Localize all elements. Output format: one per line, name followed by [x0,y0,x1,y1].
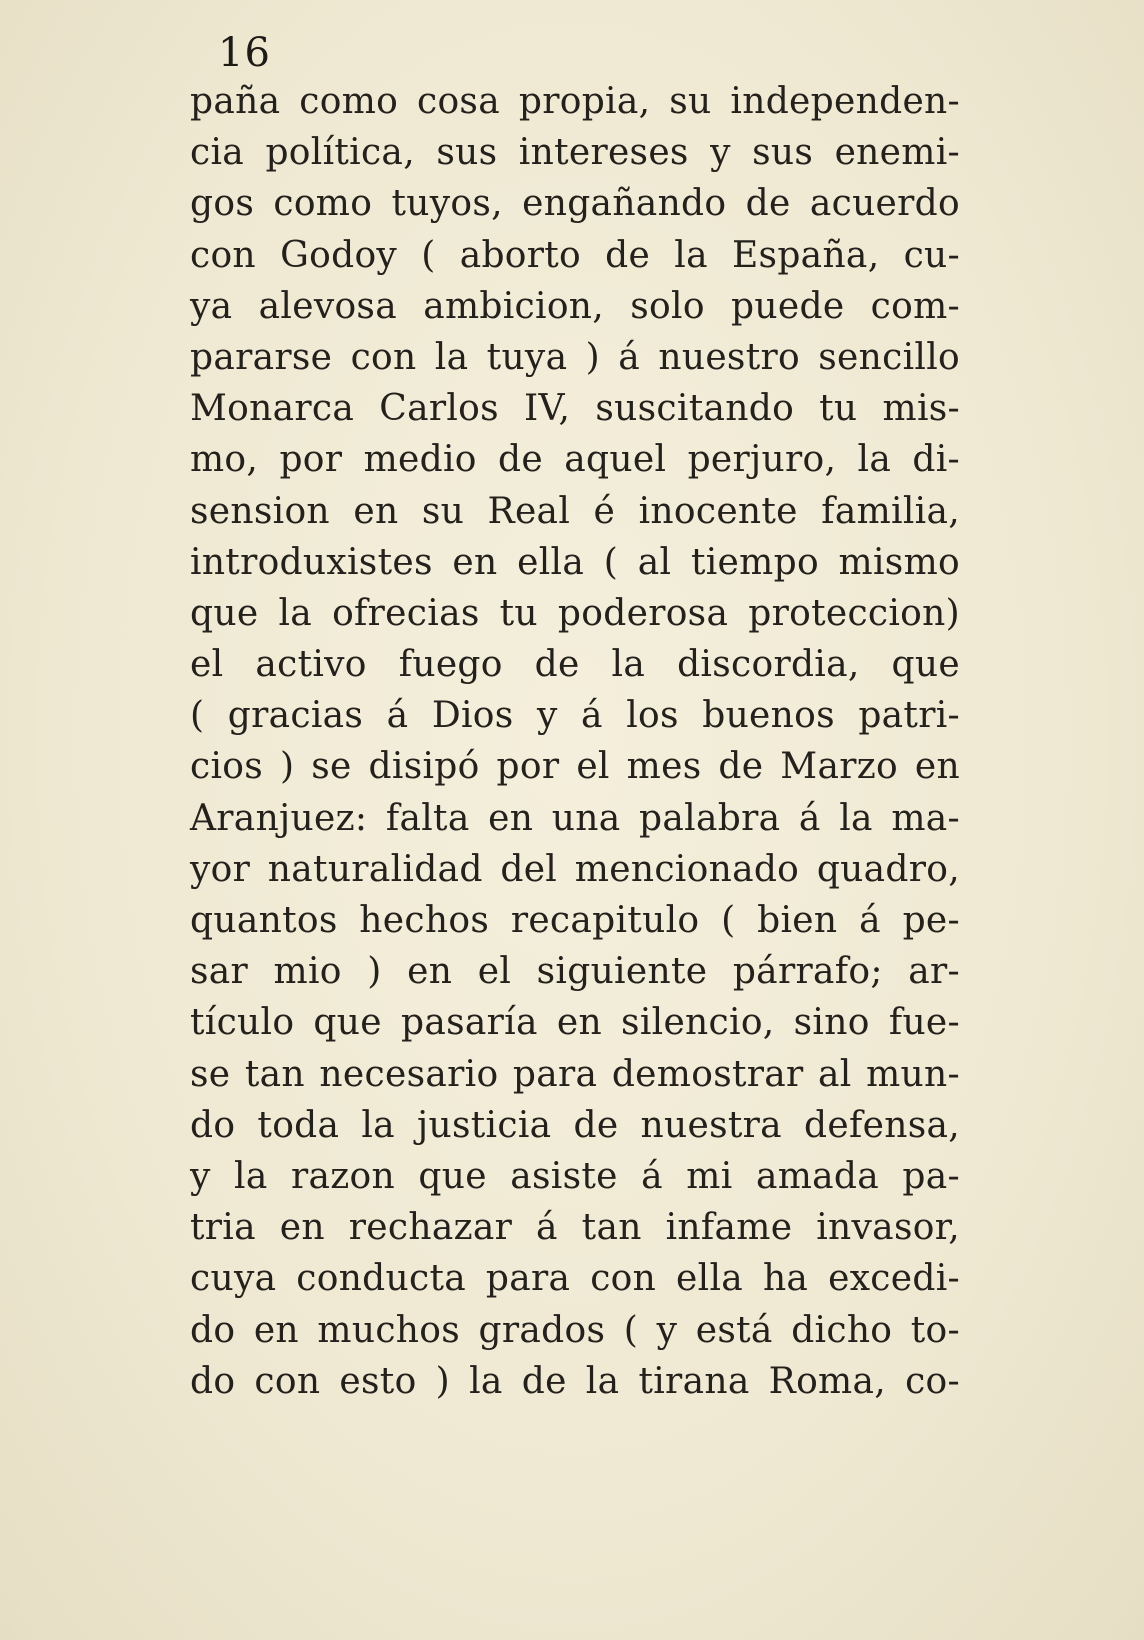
text-line: y la razon que asiste á mi amada pa- [190,1155,960,1197]
text-line: tículo que pasaría en silencio, sino fue- [190,1002,960,1044]
page-number: 16 [218,30,271,76]
text-line: do toda la justicia de nuestra defensa, [190,1104,960,1146]
text-line: se tan necesario para demostrar al mun- [190,1053,960,1095]
text-line: cia política, sus intereses y sus enemi- [190,132,960,174]
text-line: do en muchos grados ( y está dicho to- [190,1309,960,1351]
text-line: do con esto ) la de la tirana Roma, co- [190,1360,960,1402]
text-line: introduxistes en ella ( al tiempo mismo [190,541,960,583]
text-line: paña como cosa propia, su independen- [190,81,960,122]
text-line: quantos hechos recapitulo ( bien á pe- [190,900,960,941]
text-line: mo, por medio de aquel perjuro, la di- [190,439,960,481]
text-line: con Godoy ( aborto de la España, cu- [190,234,960,276]
text-line: sar mio ) en el siguiente párrafo; ar- [190,951,960,993]
text-line: el activo fuego de la discordia, que [190,644,960,686]
text-line: ( gracias á Dios y á los buenos patri- [190,695,960,737]
text-line: gos como tuyos, engañando de acuerdo [190,183,960,225]
body-text [190,76,960,1407]
text-line: cuya conducta para con ella ha excedi- [190,1258,960,1300]
text-line: yor naturalidad del mencionado quadro, [190,848,960,890]
text-line: que la ofrecias tu poderosa proteccion) [190,592,960,634]
text-line: sension en su Real é inocente familia, [190,490,960,532]
text-line: Aranjuez: falta en una palabra á la ma- [190,797,960,839]
text-line: tria en rechazar á tan infame invasor, [190,1207,960,1249]
text-line: ya alevosa ambicion, solo puede com- [190,285,960,327]
text-line: Monarca Carlos IV, suscitando tu mis- [190,388,960,430]
text-line: pararse con la tuya ) á nuestro sencillo [190,336,960,378]
text-line: cios ) se disipó por el mes de Marzo en [190,746,960,788]
